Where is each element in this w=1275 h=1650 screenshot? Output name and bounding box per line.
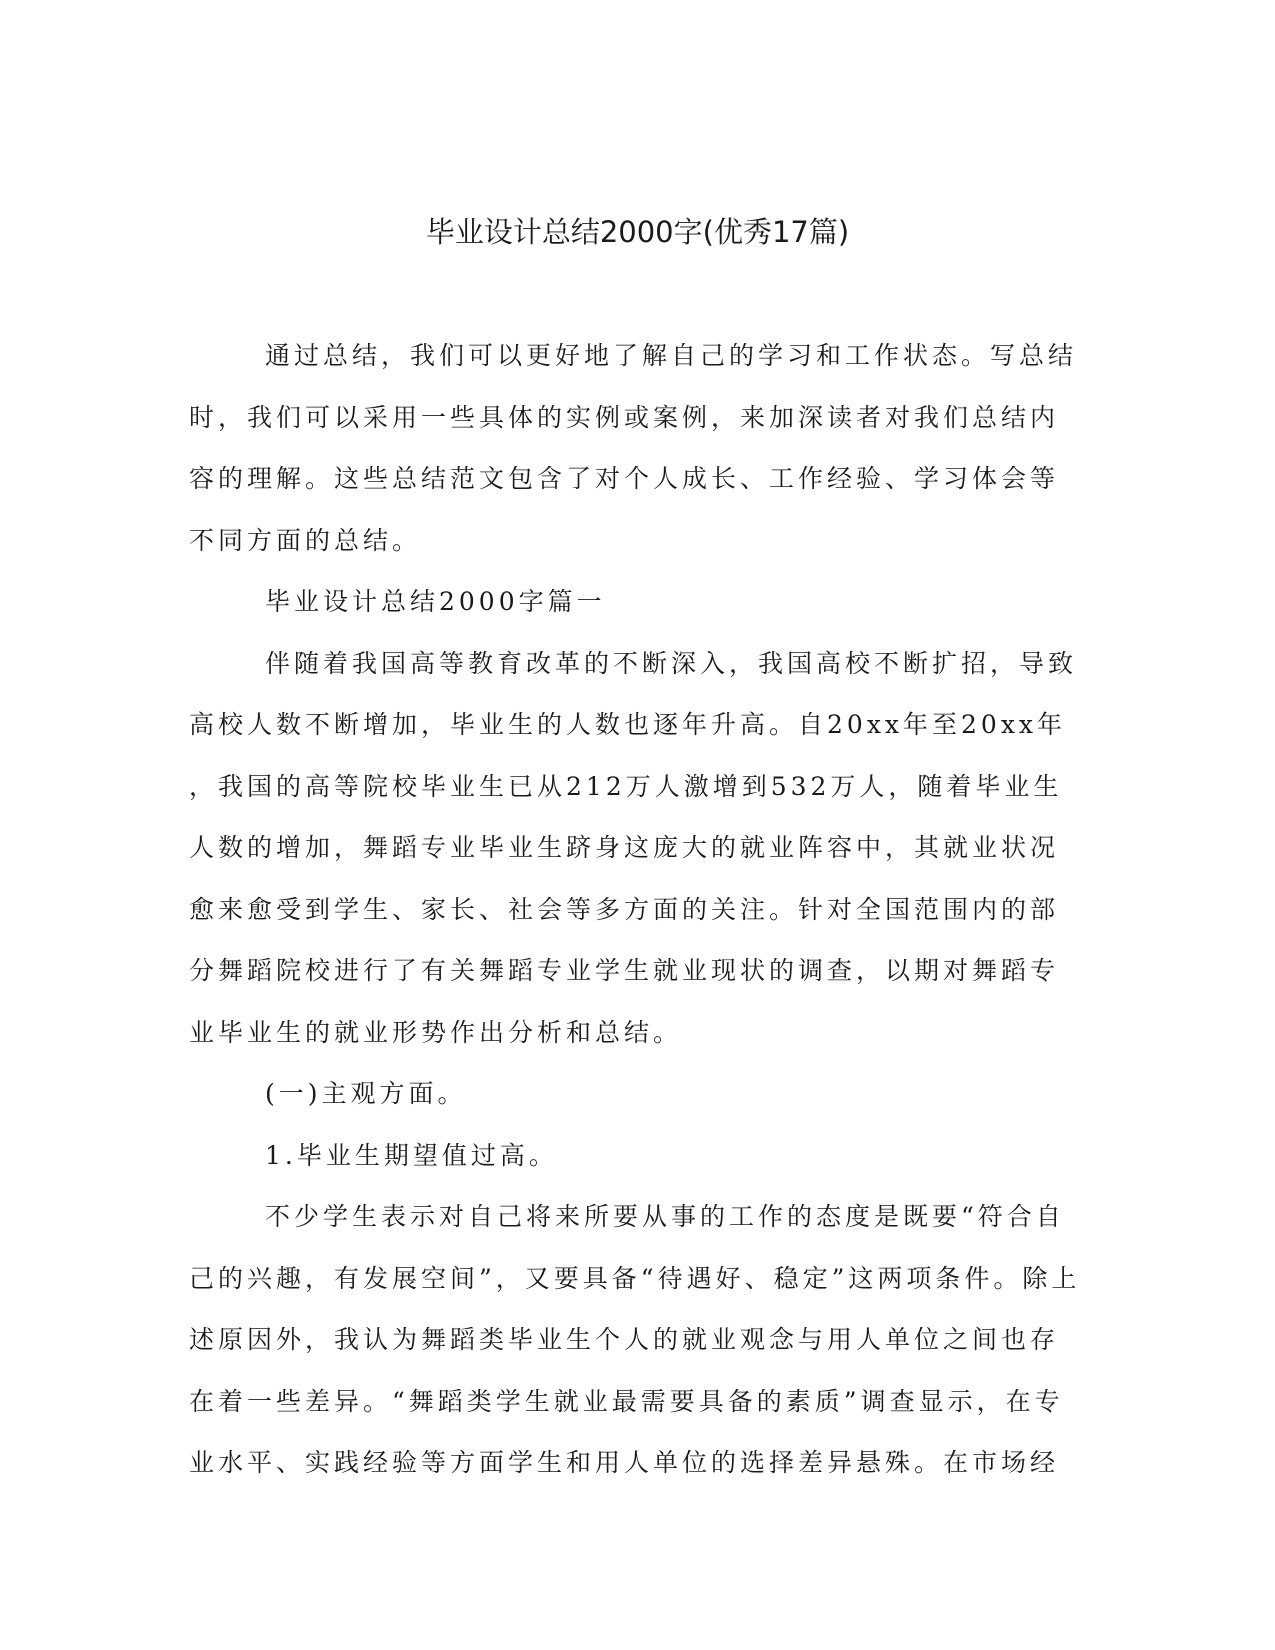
subsection-heading: (一)主观方面。 [265,1079,467,1108]
paragraph-line: 在着一些差异。“舞蹈类学生就业最需要具备的素质”调查显示，在专 [189,1386,1064,1416]
section-heading: 毕业设计总结2000字篇一 [265,587,606,616]
paragraph-line: ，我国的高等院校毕业生已从212万人激增到532万人，随着毕业生 [189,771,1063,801]
paragraph-line: 述原因外，我认为舞蹈类毕业生个人的就业观念与用人单位之间也存 [189,1325,1060,1354]
paragraph-line: 愈来愈受到学生、家长、社会等多方面的关注。针对全国范围内的部 [189,894,1060,924]
paragraph-line: 通过总结，我们可以更好地了解自己的学习和工作状态。写总结 [265,341,1078,370]
paragraph-line: 容的理解。这些总结范文包含了对个人成长、工作经验、学习体会等 [189,464,1060,493]
paragraph-line: 不少学生表示对自己将来所要从事的工作的态度是既要“符合自 [265,1202,1065,1231]
paragraph-line: 业毕业生的就业形势作出分析和总结。 [189,1017,683,1047]
paragraph-line: 业水平、实践经验等方面学生和用人单位的选择差异悬殊。在市场经 [189,1448,1060,1477]
paragraph-line: 不同方面的总结。 [189,525,422,555]
paragraph-line: 伴随着我国高等教育改革的不断深入，我国高校不断扩招，导致 [265,648,1078,678]
paragraph-line: 时，我们可以采用一些具体的实例或案例，来加深读者对我们总结内 [189,402,1060,432]
paragraph-line: 人数的增加，舞蹈专业毕业生跻身这庞大的就业阵容中，其就业状况 [189,833,1060,862]
document-title: 毕业设计总结2000字(优秀17篇) [425,215,850,249]
subsection-heading: 1.毕业生期望值过高。 [265,1140,558,1170]
paragraph-line: 己的兴趣，有发展空间”，又要具备“待遇好、稳定”这两项条件。除上 [189,1263,1081,1293]
document-body [189,325,1081,1494]
paragraph-line: 高校人数不断增加，毕业生的人数也逐年升高。自20xx年至20xx年 [189,710,1067,739]
paragraph-line: 分舞蹈院校进行了有关舞蹈专业学生就业现状的调查，以期对舞蹈专 [189,956,1060,985]
